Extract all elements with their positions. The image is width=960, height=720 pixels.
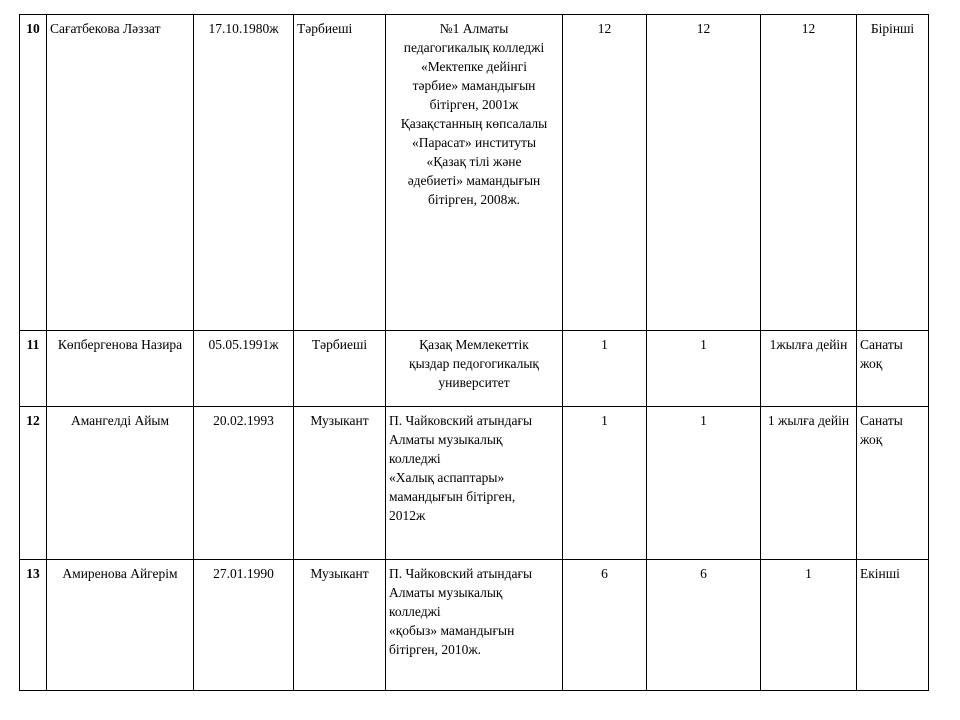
education-line: «қобыз» мамандығын — [389, 623, 515, 638]
employee-name: Амангелді Айым — [47, 407, 194, 560]
education-line: 2012ж — [389, 508, 426, 523]
birth-date: 20.02.1993 — [194, 407, 294, 560]
row-number: 10 — [20, 15, 47, 331]
category: Бірінші — [857, 15, 929, 331]
education-line: тәрбие» мамандығын — [412, 78, 536, 93]
education-line: қыздар педогогикалық — [409, 356, 539, 371]
education-line: бітірген, 2010ж. — [389, 642, 482, 657]
table-row — [20, 407, 929, 560]
total-experience: 6 — [563, 560, 647, 691]
org-experience: 1жылға дейін — [761, 331, 857, 407]
education-line: колледжі — [389, 604, 441, 619]
employee-name: Көпбергенова Назира — [47, 331, 194, 407]
category: Санаты жоқ — [857, 331, 929, 407]
education-line: П. Чайковский атындағы — [389, 566, 533, 581]
education-line: университет — [438, 375, 510, 390]
employee-name: Сағатбекова Ләззат — [47, 15, 194, 331]
employee-name: Амиренова Айгерім — [47, 560, 194, 691]
education-line: бітірген, 2001ж — [429, 97, 519, 112]
position: Музыкант — [294, 407, 386, 560]
education-line: Қазақстанның көпсалалы — [400, 116, 548, 131]
row-number: 12 — [20, 407, 47, 560]
row-number: 13 — [20, 560, 47, 691]
education-line: «Қазақ тілі және — [426, 154, 522, 169]
education-line: «Халық аспаптары» — [389, 470, 505, 485]
pedagogical-experience: 12 — [647, 15, 761, 331]
total-experience: 1 — [563, 331, 647, 407]
education-line: Алматы музыкалық — [389, 585, 503, 600]
position: Музыкант — [294, 560, 386, 691]
education-line: колледжі — [389, 451, 441, 466]
education-line: П. Чайковский атындағы — [389, 413, 533, 428]
total-experience: 1 — [563, 407, 647, 560]
category: Екінші — [857, 560, 929, 691]
staff-table — [19, 14, 929, 691]
education-line: «Мектепке дейінгі — [420, 59, 527, 74]
pedagogical-experience: 1 — [647, 407, 761, 560]
pedagogical-experience: 6 — [647, 560, 761, 691]
table-row — [20, 15, 929, 331]
table-row — [20, 560, 929, 691]
education — [386, 15, 563, 331]
total-experience: 12 — [563, 15, 647, 331]
birth-date: 05.05.1991ж — [194, 331, 294, 407]
birth-date: 27.01.1990 — [194, 560, 294, 691]
org-experience: 1 жылға дейін — [761, 407, 857, 560]
birth-date: 17.10.1980ж — [194, 15, 294, 331]
org-experience: 1 — [761, 560, 857, 691]
row-number: 11 — [20, 331, 47, 407]
pedagogical-experience: 1 — [647, 331, 761, 407]
education-line: мамандығын бітірген, — [389, 489, 516, 504]
education — [386, 331, 563, 407]
position: Тәрбиеші — [294, 15, 386, 331]
education-line: Алматы музыкалық — [389, 432, 503, 447]
table-row — [20, 331, 929, 407]
education-line: «Парасат» институты — [411, 135, 537, 150]
category: Санаты жоқ — [857, 407, 929, 560]
education-line: Қазақ Мемлекеттік — [419, 337, 529, 352]
org-experience: 12 — [761, 15, 857, 331]
education-line: бітірген, 2008ж. — [427, 192, 521, 207]
education-line: педагогикалық колледжі — [403, 40, 545, 55]
position: Тәрбиеші — [294, 331, 386, 407]
education-line: әдебиеті» мамандығын — [407, 173, 541, 188]
education — [386, 560, 563, 691]
education — [386, 407, 563, 560]
education-line: №1 Алматы — [439, 21, 509, 36]
